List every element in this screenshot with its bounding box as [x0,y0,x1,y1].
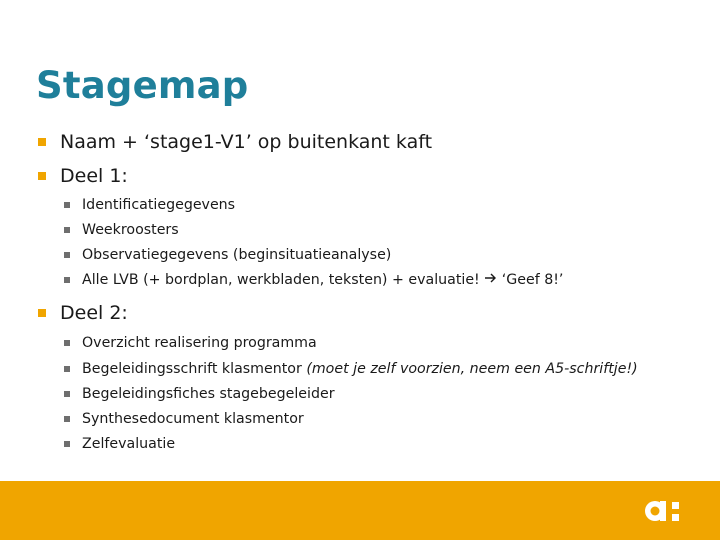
bullet-deel1 [38,165,128,187]
bullet-square-icon [64,227,70,233]
arrow-right-icon [484,272,498,288]
sub-bullet-text: Identificatiegegevens [82,197,236,213]
sub-bullet-text: Observatiegegevens (beginsituatieanalyse) [82,247,392,263]
sub-bullet [64,197,235,213]
bullet-text: Deel 2: [60,302,128,324]
bullet-square-icon [64,202,70,208]
sub-bullet-text: Alle LVB (+ bordplan, werkbladen, teksten) + evaluatie! [82,272,480,288]
bullet-square-icon [64,441,70,447]
sub-bullet [64,272,563,288]
sub-bullet [64,335,317,351]
sub-bullet-text: Synthesedocument klasmentor [82,411,304,427]
bullet-square-icon [38,172,46,180]
sub-bullet-text: Begeleidingsschrift klasmentor [82,361,302,377]
sub-bullet-text: Overzicht realisering programma [82,335,317,351]
slide-title: Stagemap [36,64,249,107]
bullet-square-icon [38,309,46,317]
bullet-text: Deel 1: [60,165,128,187]
bullet-naam [38,131,432,153]
sub-bullet-text: Weekroosters [82,222,179,238]
bullet-square-icon [64,340,70,346]
sub-bullet [64,361,638,377]
sub-bullet [64,247,391,263]
bullet-square-icon [64,391,70,397]
sub-bullet [64,411,304,427]
sub-bullet-italic-note: (moet je zelf voorzien, neem een A5-schriftje!) [306,361,638,377]
bullet-square-icon [64,252,70,258]
a-colon-logo-icon [642,496,684,524]
sub-bullet [64,222,179,238]
bullet-deel2 [38,302,128,324]
sub-bullet-text: Begeleidingsfiches stagebegeleider [82,386,335,402]
bullet-square-icon [38,138,46,146]
bullet-square-icon [64,416,70,422]
bullet-square-icon [64,366,70,372]
bullet-text: Naam + ‘stage1-V1’ op buitenkant kaft [60,131,433,153]
footer-bar [0,481,720,540]
bullet-square-icon [64,277,70,283]
sub-bullet-quote: ‘Geef 8!’ [501,272,564,288]
sub-bullet-text: Zelfevaluatie [82,436,176,452]
sub-bullet [64,436,175,452]
sub-bullet [64,386,335,402]
